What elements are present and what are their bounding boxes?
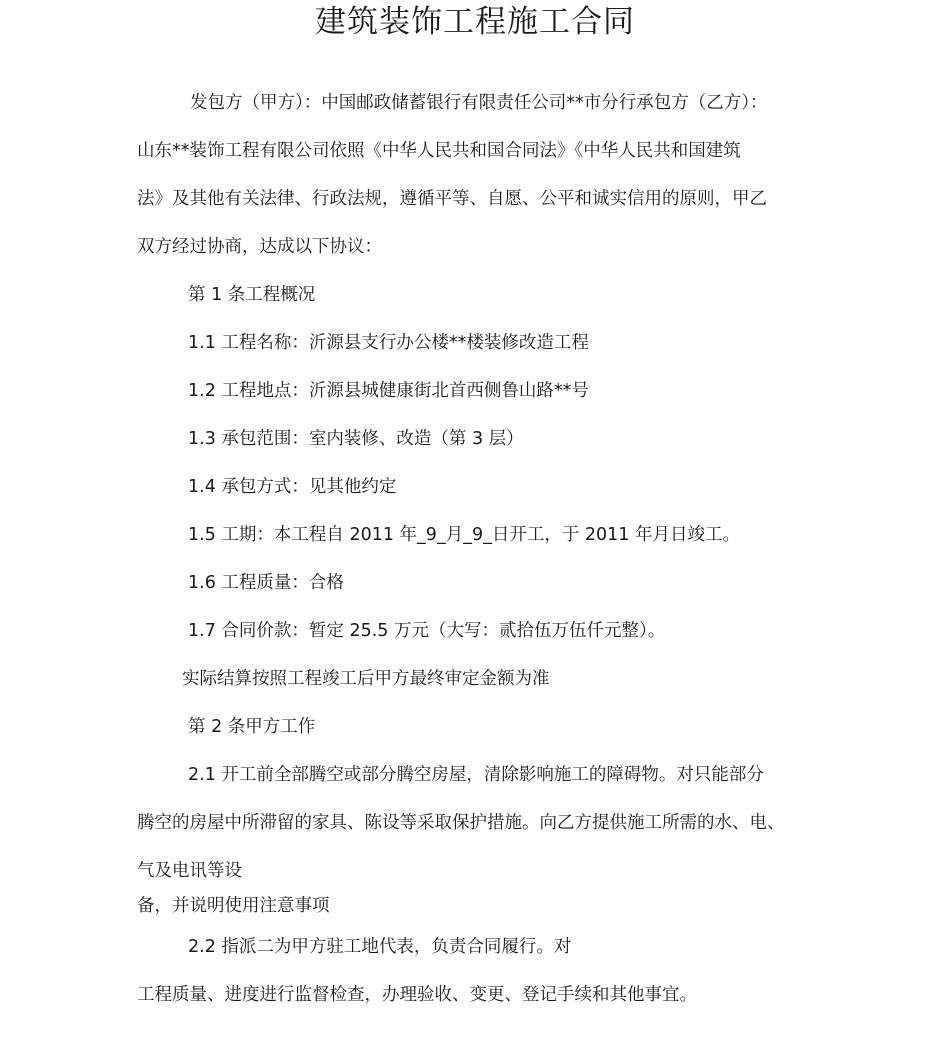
clause-2-1-line-4: 备，并说明使用注意事项: [137, 896, 330, 916]
clause-2-2-line-2: 工程质量、进度进行监督检查，办理验收、变更、登记手续和其他事宜。: [137, 985, 697, 1005]
clause-1-7: 1.7 合同价款：暂定 25.5 万元（大写：贰拾伍万伍仟元整）。: [188, 621, 666, 641]
paragraph-line-laws: 法》及其他有关法律、行政法规，遵循平等、自愿、公平和诚实信用的原则，甲乙: [137, 189, 767, 209]
clause-1-6: 1.6 工程质量：合格: [188, 573, 344, 593]
clause-1-1: 1.1 工程名称：沂源县支行办公楼**楼装修改造工程: [188, 333, 589, 353]
clause-1-2: 1.2 工程地点：沂源县城健康街北首西侧鲁山路**号: [188, 381, 589, 401]
paragraph-line-contractor: 山东**装饰工程有限公司依照《中华人民共和国合同法》《中华人民共和国建筑: [137, 141, 741, 161]
section-heading-2: 第 2 条甲方工作: [188, 717, 316, 737]
paragraph-line-parties: 发包方（甲方）：中国邮政储蓄银行有限责任公司**市分行承包方（乙方）：: [190, 93, 768, 113]
paragraph-line-agreement: 双方经过协商，达成以下协议：: [137, 237, 382, 257]
clause-1-4: 1.4 承包方式：见其他约定: [188, 477, 397, 497]
clause-2-2-line-1: 2.2 指派二为甲方驻工地代表，负责合同履行。对: [188, 937, 572, 957]
document-title: 建筑装饰工程施工合同: [315, 4, 635, 40]
clause-2-1-line-3: 气及电讯等设: [137, 861, 242, 881]
clause-1-5: 1.5 工期：本工程自 2011 年_9_月_9_日开工，于 2011 年月日竣工。: [188, 525, 740, 545]
settlement-note: 实际结算按照工程竣工后甲方最终审定金额为准: [182, 669, 550, 689]
section-heading-1: 第 1 条工程概况: [188, 285, 316, 305]
clause-2-1-line-1: 2.1 开工前全部腾空或部分腾空房屋，清除影响施工的障碍物。对只能部分: [188, 765, 764, 785]
clause-1-3: 1.3 承包范围：室内装修、改造（第 3 层）: [188, 429, 524, 449]
clause-2-1-line-2: 腾空的房屋中所滞留的家具、陈设等采取保护措施。向乙方提供施工所需的水、电、: [137, 813, 785, 833]
